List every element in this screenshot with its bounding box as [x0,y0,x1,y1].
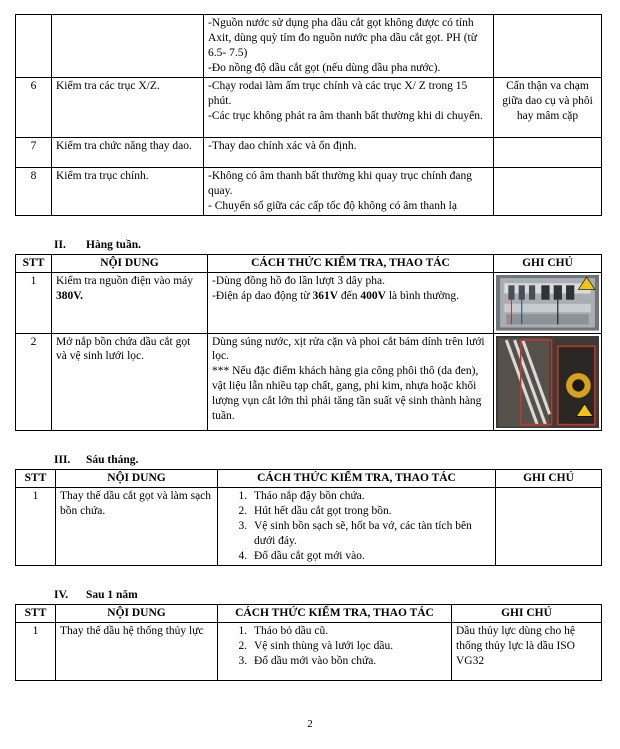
table-row [16,487,602,565]
content-cell: Kiểm tra trục chính. [52,167,204,215]
list-item: 3. Vệ sinh bồn sạch sẽ, hốt ba vớ, các tàn tích bên dưới đáy. [250,519,491,549]
step-list [222,489,491,564]
note-cell [496,487,602,565]
stt-cell: 1 [16,272,52,333]
note-cell [494,137,602,167]
method-cell: -Chạy rodai làm ấm trục chính và các trục X/ Z trong 15 phút. -Các trục không phát ra âm thanh bất thường khi di chuyển. [204,77,494,137]
note-cell [494,167,602,215]
stt-cell: 6 [16,77,52,137]
header-method: CÁCH THỨC KIỂM TRA, THAO TÁC [218,470,496,488]
note-cell [494,15,602,78]
header-note: GHI CHÚ [494,255,602,273]
list-item: 1. Tháo nắp đậy bồn chứa. [250,489,491,504]
stt-cell: 8 [16,167,52,215]
content-cell: Kiểm tra nguồn điện vào máy 380V. [52,272,208,333]
note-cell: Cẩn thận va chạm giữa dao cụ và phôi hay mâm cặp [494,77,602,137]
stt-cell: 1 [16,487,56,565]
note-cell: Dầu thủy lực dùng cho hệ thống thủy lực là dầu ISO VG32 [452,622,602,680]
weekly-check-table [15,254,602,431]
list-item: 3. Đổ dầu mới vào bồn chứa. [250,654,447,669]
yearly-check-table [15,604,602,681]
table-row [16,333,602,431]
table-header-row [16,255,602,273]
six-month-check-table [15,469,602,566]
daily-check-table-continued [15,14,602,216]
note-cell [494,333,602,431]
header-content: NỘI DUNG [52,255,208,273]
content-cell: Thay thế dầu hệ thống thủy lực [56,622,218,680]
header-note: GHI CHÚ [496,470,602,488]
table-row [16,167,602,215]
content-cell: Kiểm tra các trục X/Z. [52,77,204,137]
method-cell: Dùng súng nước, xịt rửa cặn và phoi cắt bám dính trên lưới lọc. *** Nếu đặc điểm khách hàng gia công phôi thô (da đen), vật liệu lẫn nhiều tạp chất, gang, phi kim, nhựa hoặc khối lượng vụn cắt lớn thì phải tăng tần suất vệ sinh thành hàng tuần. [208,333,494,431]
list-item: 2. Vệ sinh thùng và lưới lọc dầu. [250,639,447,654]
table-row [16,622,602,680]
header-content: NỘI DUNG [56,605,218,623]
method-cell: -Nguồn nước sử dụng pha dầu cắt gọt không được có tính Axit, dùng quỳ tím đo nguồn nước pha dầu cắt gọt. PH (từ 6.5- 7.5) -Đo nồng độ dầu cắt gọt (nếu dùng dầu pha nước). [204,15,494,78]
table-header-row [16,605,602,623]
stt-cell: 1 [16,622,56,680]
table-row [16,137,602,167]
page-number: 2 [307,718,313,730]
method-cell: -Không có âm thanh bất thường khi quay trục chính đang quay. - Chuyển số giữa các cấp tốc độ không có âm thanh lạ [204,167,494,215]
list-item: 2. Hút hết dầu cắt gọt trong bồn. [250,504,491,519]
header-method: CÁCH THỨC KIỂM TRA, THAO TÁC [218,605,452,623]
content-cell: Mở nắp bồn chứa dầu cắt gọt và vệ sinh lưới lọc. [52,333,208,431]
table-row [16,272,602,333]
list-item: 1. Tháo bỏ dầu cũ. [250,624,447,639]
stt-cell: 7 [16,137,52,167]
header-content: NỘI DUNG [56,470,218,488]
header-stt: STT [16,255,52,273]
content-cell [52,15,204,78]
header-stt: STT [16,605,56,623]
content-cell: Kiểm tra chức năng thay dao. [52,137,204,167]
filter-tank-photo [496,336,599,429]
header-note: GHI CHÚ [452,605,602,623]
section-heading-six-months: III. Sáu tháng. [54,454,139,466]
note-cell [494,272,602,333]
table-header-row [16,470,602,488]
step-list [222,624,447,669]
content-cell: Thay thế dầu cắt gọt và làm sạch bồn chứa. [56,487,218,565]
table-row [16,77,602,137]
list-item: 4. Đổ dầu cắt gọt mới vào. [250,549,491,564]
stt-cell: 2 [16,333,52,431]
stt-cell [16,15,52,78]
section-heading-yearly: IV. Sau 1 năm [54,589,138,601]
header-stt: STT [16,470,56,488]
method-cell [218,487,496,565]
section-heading-weekly: II. Hàng tuần. [54,239,141,251]
method-cell: -Thay dao chính xác và ổn định. [204,137,494,167]
method-cell [218,622,452,680]
header-method: CÁCH THỨC KIỂM TRA, THAO TÁC [208,255,494,273]
method-cell: -Dùng đồng hồ đo lần lượt 3 dây pha. -Điện áp dao động từ 361V đến 400V là bình thường. [208,272,494,333]
electrical-cabinet-photo [496,275,599,331]
table-row [16,15,602,78]
